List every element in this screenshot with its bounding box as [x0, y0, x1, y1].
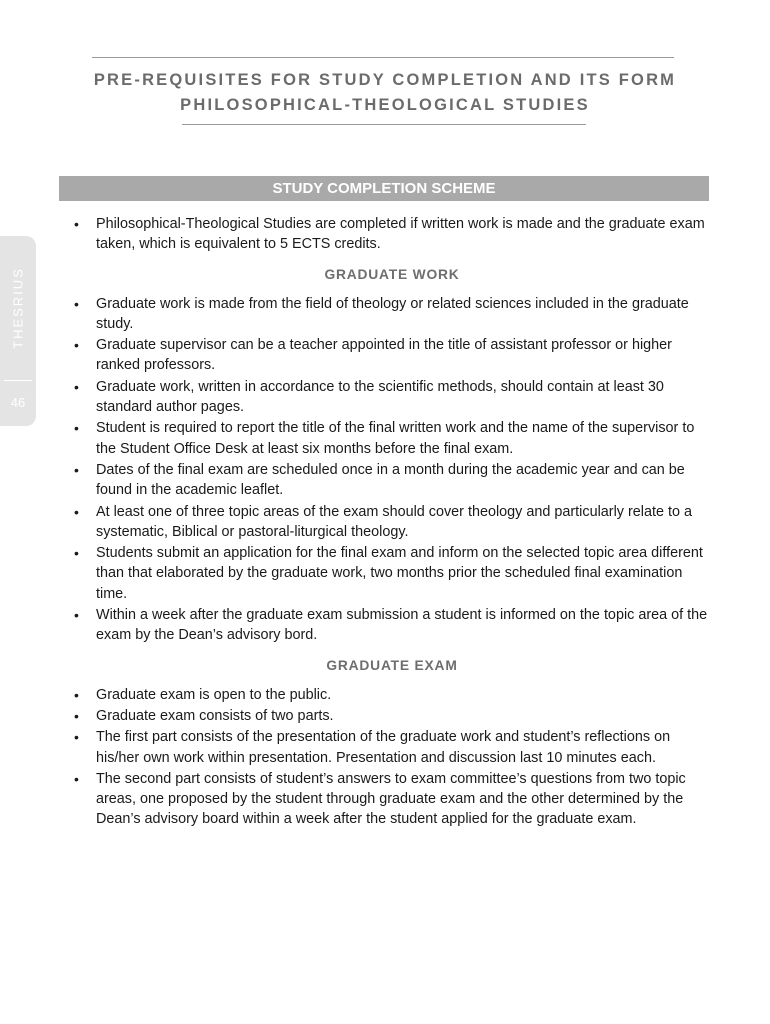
graduate-work-heading: GRADUATE WORK: [324, 266, 460, 282]
list-item: • Students submit an application for the final exam and inform on the selected topic area different than that elaborated by the graduate work, two months prior the scheduled final examination time.: [72, 543, 712, 604]
list-item: • Student is required to report the title of the final written work and the name of the supervisor to the Student Office Desk at least six months before the final exam.: [72, 418, 712, 459]
list-item: • Dates of the final exam are scheduled once in a month during the academic year and can be found in the academic leaflet.: [72, 460, 712, 501]
list-item: • Graduate exam consists of two parts.: [72, 706, 712, 726]
side-tab-divider: [4, 380, 32, 381]
page-number: 46: [10, 395, 26, 410]
section-title-bar: STUDY COMPLETION SCHEME: [59, 176, 709, 201]
content: [72, 214, 712, 831]
top-rule: [92, 57, 674, 58]
graduate-exam-heading: GRADUATE EXAM: [326, 657, 458, 673]
title-underline: [182, 124, 586, 125]
graduate-work-list: [72, 294, 712, 646]
list-item: • Graduate exam is open to the public.: [72, 685, 712, 705]
list-item: • Graduate supervisor can be a teacher appointed in the title of assistant professor or higher ranked professors.: [72, 335, 712, 376]
list-item: • Philosophical-Theological Studies are completed if written work is made and the graduate exam taken, which is equivalent to 5 ECTS credits.: [72, 214, 712, 255]
graduate-exam-list: [72, 685, 712, 830]
list-item: • Graduate work is made from the field of theology or related sciences included in the graduate study.: [72, 294, 712, 335]
side-tab-label: THESRIUS: [10, 267, 26, 349]
list-item: • The second part consists of student’s answers to exam committee’s questions from two topic areas, one proposed by the student through graduate exam and the other determined by the Dean’s advisory board within a week after the student applied for the graduate exam.: [72, 769, 712, 830]
page-title-line-2: PHILOSOPHICAL-THEOLOGICAL STUDIES: [180, 96, 590, 114]
list-item: • Within a week after the graduate exam submission a student is informed on the topic area of the exam by the Dean’s advisory bord.: [72, 605, 712, 646]
list-item: • The first part consists of the presentation of the graduate work and student’s reflections on his/her own work within presentation. Presentation and discussion last 10 minutes each.: [72, 727, 712, 768]
intro-list: [72, 214, 712, 255]
list-item: • Graduate work, written in accordance to the scientific methods, should contain at least 30 standard author pages.: [72, 377, 712, 418]
list-item: • At least one of three topic areas of the exam should cover theology and particularly relate to a systematic, Biblical or pastoral-liturgical theology.: [72, 502, 712, 543]
page-title-line-1: PRE-REQUISITES FOR STUDY COMPLETION AND ITS FORM: [93, 71, 677, 89]
